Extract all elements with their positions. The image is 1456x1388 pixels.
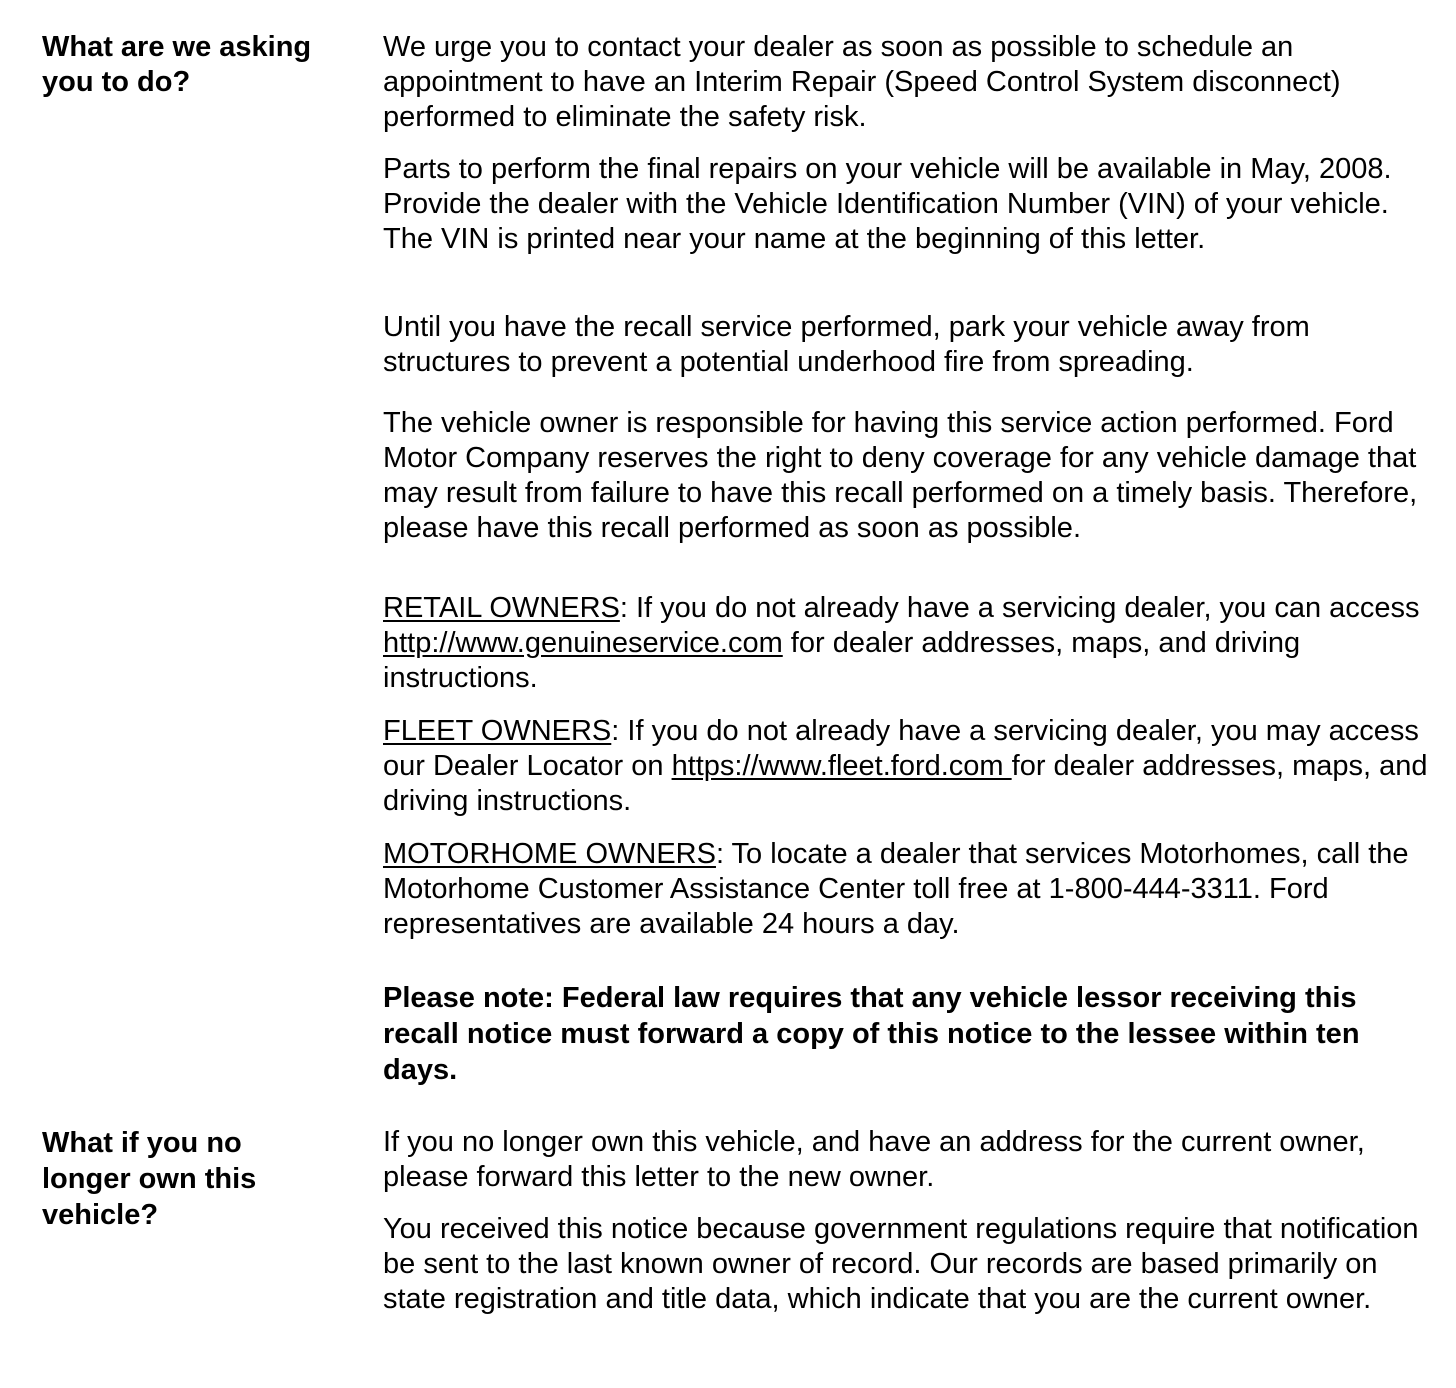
fleet-owners-text: : If you do not already have a servicing dealer, you may access our Dealer Locator on bbox=[383, 715, 1419, 782]
fleet-owners-text-end: for dealer addresses, maps, and driving instructions. bbox=[383, 750, 1428, 817]
section-label: What are we asking you to do? bbox=[42, 31, 312, 98]
retail-owners-text-end: for dealer addresses, maps, and driving instructions. bbox=[383, 627, 1301, 694]
motorhome-owners-text: : To locate a dealer that services Motorhomes, call the Motorhome Customer Assistance Center toll free at 1-800-444-3311. Ford representatives are available 24 hours a day. bbox=[383, 838, 1409, 940]
paragraph-please-note: Please note: Federal law requires that any vehicle lessor receiving this recall notice must forward a copy of this notice to the lessee within ten days. bbox=[383, 982, 1360, 1086]
retail-owners-heading: RETAIL OWNERS bbox=[383, 592, 620, 624]
paragraph-urge-contact: We urge you to contact your dealer as soon as possible to schedule an appointment to have an Interim Repair (Speed Control System disconnect) performed to eliminate the safety risk. bbox=[383, 31, 1341, 133]
paragraph-parts-availability: Parts to perform the final repairs on your vehicle will be available in May, 2008. Provide the dealer with the Vehicle Identification Number (VIN) of your vehicle. The VIN is printed near your name at the beginning of this letter. bbox=[383, 153, 1392, 255]
motorhome-owners-heading: MOTORHOME OWNERS bbox=[383, 838, 716, 870]
paragraph-owner-responsibility: The vehicle owner is responsible for having this service action performed. Ford Motor Company reserves the right to deny coverage for any vehicle damage that may result from failure to have this recall performed on a timely basis. Therefore, please have this recall performed as soon as possible. bbox=[383, 407, 1418, 544]
fleet-owners-heading: FLEET OWNERS bbox=[383, 715, 612, 747]
paragraph-retail-owners bbox=[383, 591, 1433, 696]
paragraph-why-received: You received this notice because government regulations require that notification be sent to the last known owner of record. Our records are based primarily on state registration and title data, which indicate that you are the current owner. bbox=[383, 1213, 1419, 1315]
paragraph-motorhome-owners bbox=[383, 837, 1433, 942]
section-label: What if you no longer own this vehicle? bbox=[42, 1127, 257, 1231]
paragraph-forward-letter: If you no longer own this vehicle, and have an address for the current owner, please forward this letter to the new owner. bbox=[383, 1126, 1365, 1193]
paragraph-park-away: Until you have the recall service performed, park your vehicle away from structures to prevent a potential underhood fire from spreading. bbox=[383, 311, 1310, 378]
genuineservice-link[interactable]: http://www.genuineservice.com bbox=[383, 627, 783, 659]
retail-owners-text: : If you do not already have a servicing dealer, you can access bbox=[619, 592, 1420, 624]
fleet-ford-link[interactable]: https://www.fleet.ford.com bbox=[671, 750, 1012, 782]
paragraph-fleet-owners bbox=[383, 714, 1433, 819]
